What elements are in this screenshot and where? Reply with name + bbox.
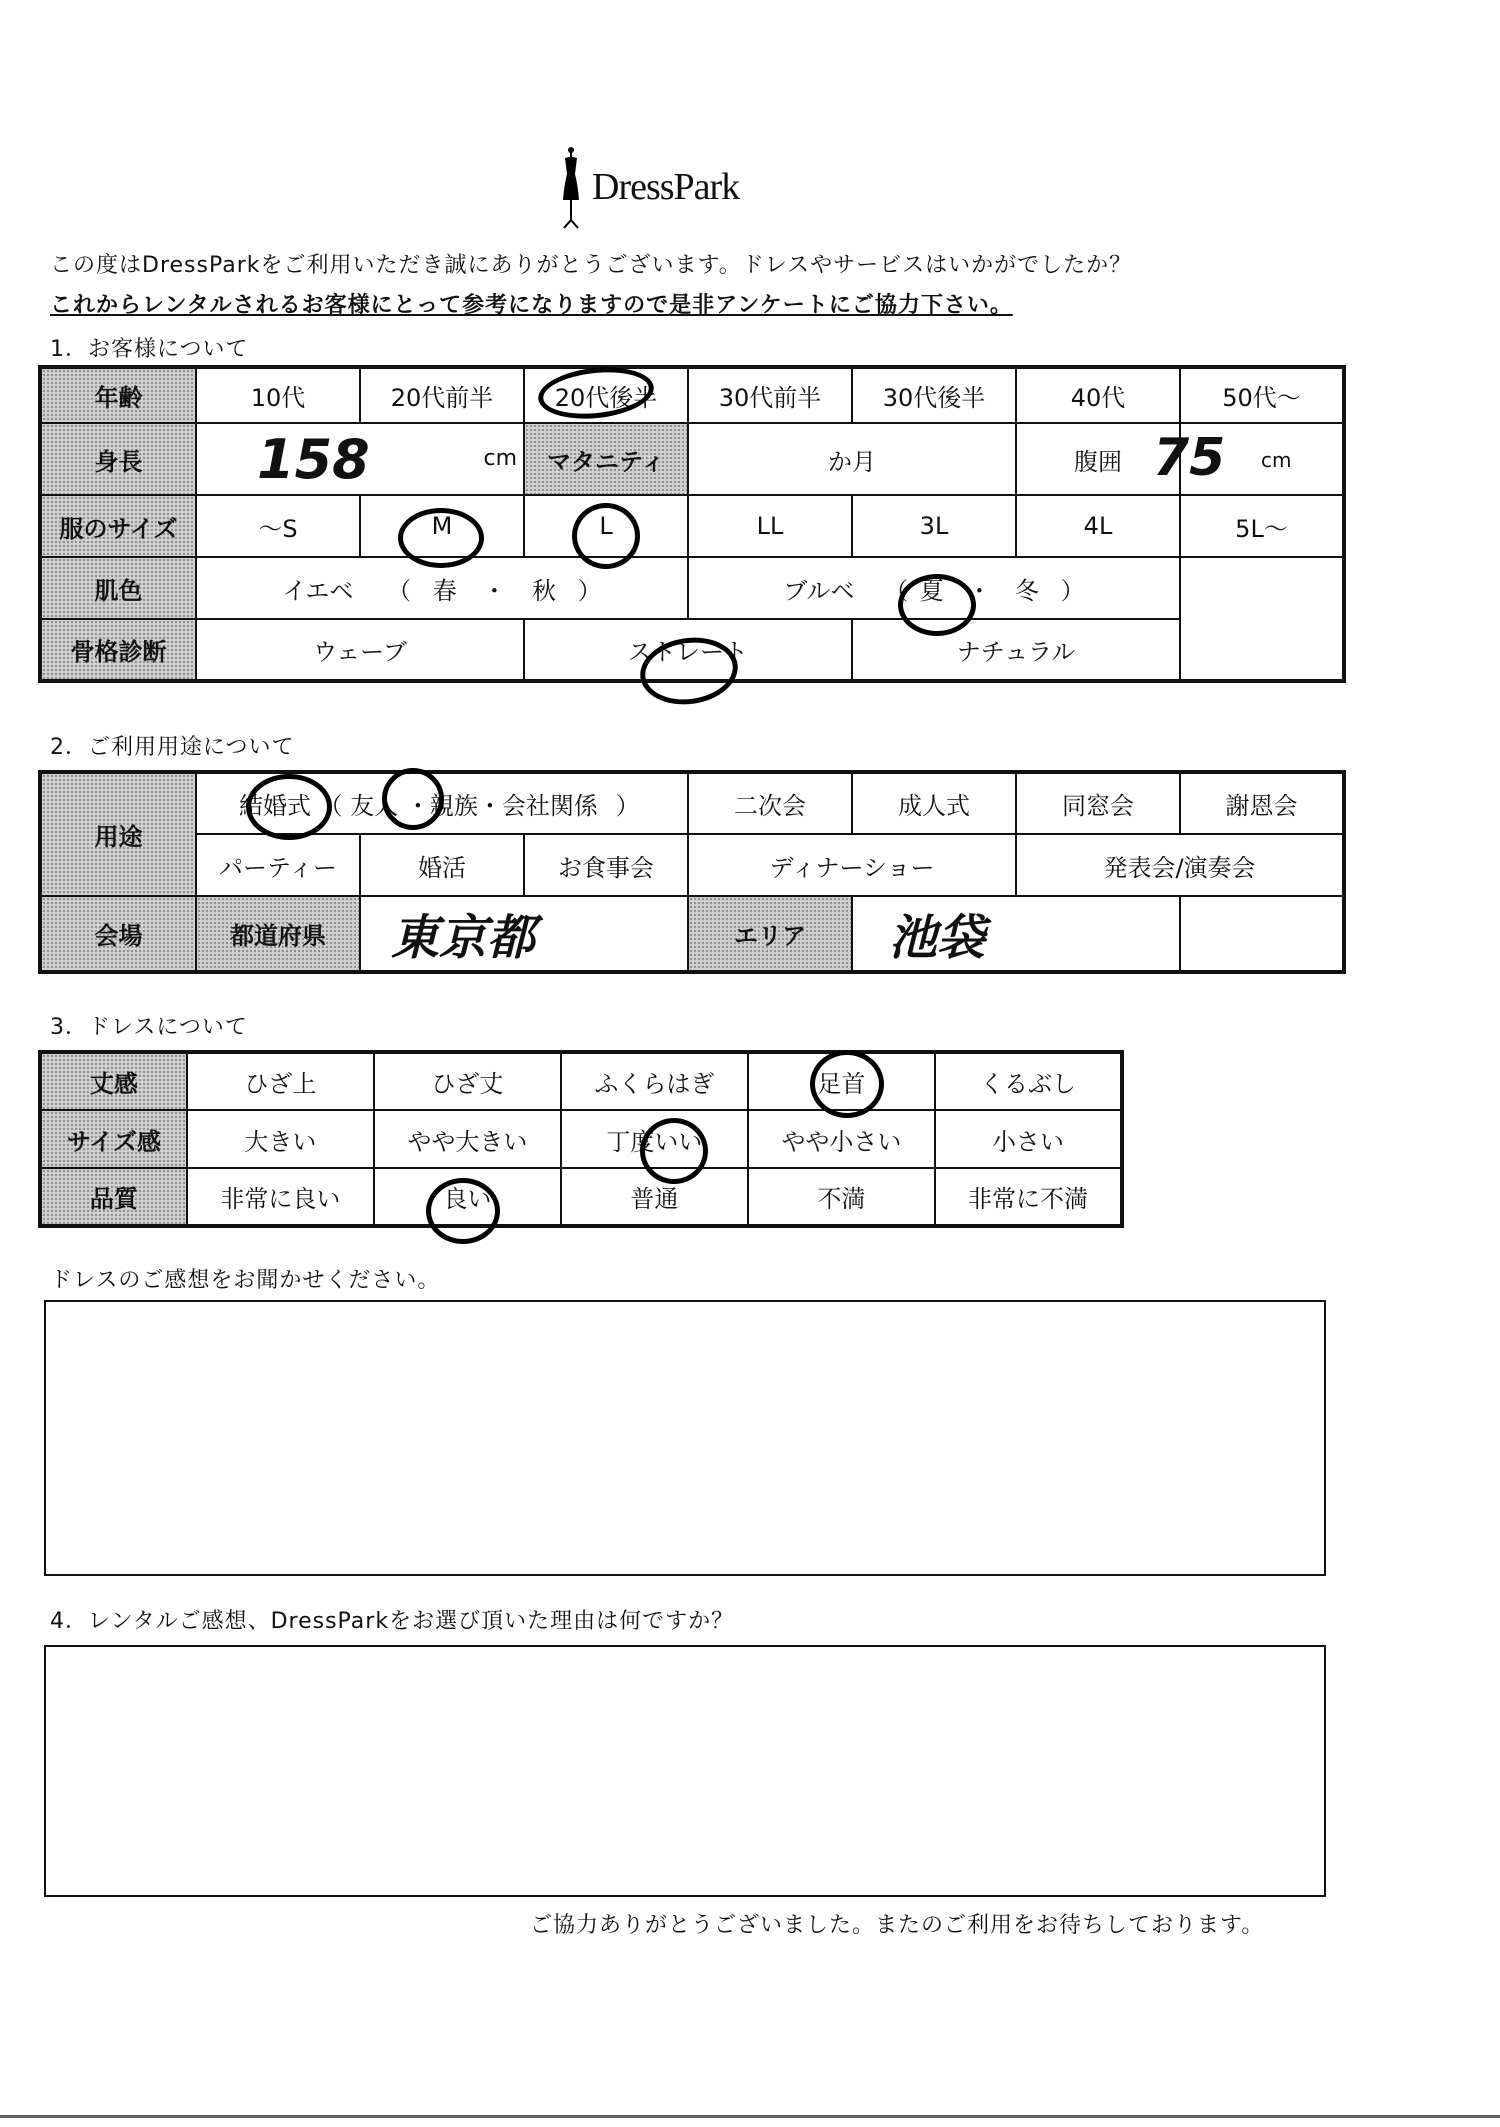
usage-option[interactable]: 二次会 bbox=[688, 772, 852, 834]
paren-open: （ bbox=[318, 792, 343, 820]
section-1-title: 1．お客様について bbox=[50, 337, 249, 362]
wedding-friend-selected[interactable]: 友人 bbox=[350, 792, 399, 820]
thanks-text: ご協力ありがとうございました。またのご利用をお待ちしております。 bbox=[530, 1913, 1265, 1938]
waist-unit: cm bbox=[1261, 448, 1292, 472]
height-field[interactable] bbox=[196, 423, 524, 495]
venue-label: 会場 bbox=[40, 896, 196, 972]
maternity-unit: か月 bbox=[828, 447, 876, 476]
skeleton-option[interactable]: ウェーブ bbox=[196, 619, 524, 681]
area-value: 池袋 bbox=[889, 910, 986, 966]
fit-option[interactable]: 大きい bbox=[187, 1110, 374, 1168]
age-option[interactable]: 30代後半 bbox=[852, 367, 1016, 423]
paren-close: ） bbox=[615, 792, 640, 820]
waist-field[interactable] bbox=[1153, 423, 1344, 495]
fit-option[interactable]: 小さい bbox=[935, 1110, 1122, 1168]
prefecture-value: 東京都 bbox=[391, 910, 536, 966]
intro-request: これからレンタルされるお客様にとって参考になりますので是非アンケートにご協力下さい。 bbox=[50, 293, 1013, 318]
wedding-main-selected[interactable]: 結婚式 bbox=[239, 792, 311, 820]
size-option[interactable]: LL bbox=[688, 495, 852, 557]
height-unit: cm bbox=[483, 446, 517, 471]
size-option[interactable]: 3L bbox=[852, 495, 1016, 557]
paren-open: （ bbox=[387, 576, 412, 605]
wedding-relations[interactable]: ・親族・会社関係 bbox=[405, 792, 598, 820]
section-2-title: 2．ご利用用途について bbox=[50, 735, 295, 760]
age-label: 年齢 bbox=[40, 367, 196, 423]
section-4-title: 4．レンタルご感想、DressParkをお選び頂いた理由は何ですか？ bbox=[50, 1609, 735, 1634]
age-option[interactable]: 40代 bbox=[1016, 367, 1180, 423]
paren-close: ） bbox=[577, 576, 602, 605]
empty-cell bbox=[1180, 619, 1344, 681]
usage-option[interactable]: パーティー bbox=[196, 834, 360, 896]
length-label: 丈感 bbox=[40, 1052, 187, 1110]
fit-option[interactable]: やや小さい bbox=[748, 1110, 935, 1168]
dress-form-icon bbox=[560, 144, 582, 230]
empty-cell bbox=[1180, 557, 1344, 619]
size-option[interactable]: 5L～ bbox=[1180, 495, 1344, 557]
size-option[interactable]: ～S bbox=[196, 495, 360, 557]
usage-option[interactable]: お食事会 bbox=[524, 834, 688, 896]
skin-label: 肌色 bbox=[40, 557, 196, 619]
customer-table bbox=[38, 365, 1346, 683]
skin-blue-option[interactable] bbox=[688, 557, 1180, 619]
skin-blue-name: ブルベ bbox=[783, 576, 855, 605]
length-option[interactable]: ふくらはぎ bbox=[561, 1052, 748, 1110]
prefecture-field[interactable] bbox=[360, 896, 688, 972]
season-summer-selected[interactable]: 夏 bbox=[919, 576, 944, 605]
paren-open: （ bbox=[884, 576, 909, 605]
usage-table bbox=[38, 770, 1346, 974]
age-option-selected[interactable]: 20代後半 bbox=[524, 367, 688, 423]
usage-option[interactable]: ディナーショー bbox=[688, 834, 1016, 896]
quality-option[interactable]: 非常に不満 bbox=[935, 1168, 1122, 1226]
size-label: 服のサイズ bbox=[40, 495, 196, 557]
maternity-field[interactable] bbox=[688, 423, 1016, 495]
size-option-selected[interactable]: M bbox=[360, 495, 524, 557]
fit-option-selected[interactable]: 丁度いい bbox=[561, 1110, 748, 1168]
quality-option[interactable]: 普通 bbox=[561, 1168, 748, 1226]
height-label: 身長 bbox=[40, 423, 196, 495]
usage-label: 用途 bbox=[40, 772, 196, 896]
season-autumn[interactable]: 秋 bbox=[531, 576, 556, 605]
fit-option[interactable]: やや大きい bbox=[374, 1110, 561, 1168]
reason-comment-box[interactable] bbox=[44, 1645, 1326, 1897]
skeleton-option-selected[interactable]: ストレート bbox=[524, 619, 852, 681]
usage-option[interactable]: 成人式 bbox=[852, 772, 1016, 834]
dress-table bbox=[38, 1050, 1124, 1228]
age-option[interactable]: 30代前半 bbox=[688, 367, 852, 423]
area-label: エリア bbox=[688, 896, 852, 972]
quality-option[interactable]: 非常に良い bbox=[187, 1168, 374, 1226]
paren-close: ） bbox=[1060, 576, 1085, 605]
length-option-selected[interactable]: 足首 bbox=[748, 1052, 935, 1110]
section-3-title: 3．ドレスについて bbox=[50, 1015, 248, 1040]
age-option[interactable]: 20代前半 bbox=[360, 367, 524, 423]
separator: ・ bbox=[967, 576, 992, 605]
height-value: 158 bbox=[257, 428, 370, 491]
skin-yellow-name: イエベ bbox=[282, 576, 354, 605]
size-option-selected[interactable]: L bbox=[524, 495, 688, 557]
brand-name: DressPark bbox=[592, 166, 740, 208]
length-option[interactable]: ひざ丈 bbox=[374, 1052, 561, 1110]
age-option[interactable]: 50代～ bbox=[1180, 367, 1344, 423]
intro-text: この度はDressParkをご利用いただき誠にありがとうございます。ドレスやサービスはいかがでしたか？ bbox=[50, 253, 1133, 278]
age-option[interactable]: 10代 bbox=[196, 367, 360, 423]
brand-logo bbox=[560, 142, 739, 232]
skin-yellow-option[interactable] bbox=[196, 557, 688, 619]
empty-cell bbox=[1180, 896, 1344, 972]
quality-label: 品質 bbox=[40, 1168, 187, 1226]
usage-option[interactable]: 発表会/演奏会 bbox=[1016, 834, 1344, 896]
length-option[interactable]: ひざ上 bbox=[187, 1052, 374, 1110]
dress-comment-box[interactable] bbox=[44, 1300, 1326, 1576]
length-option[interactable]: くるぶし bbox=[935, 1052, 1122, 1110]
scan-edge-line bbox=[0, 2115, 1500, 2118]
skeleton-label: 骨格診断 bbox=[40, 619, 196, 681]
usage-option[interactable]: 謝恩会 bbox=[1180, 772, 1344, 834]
quality-option-selected[interactable]: 良い bbox=[374, 1168, 561, 1226]
area-field[interactable] bbox=[852, 896, 1180, 972]
season-winter[interactable]: 冬 bbox=[1014, 576, 1039, 605]
prefecture-label: 都道府県 bbox=[196, 896, 360, 972]
maternity-label: マタニティ bbox=[524, 423, 688, 495]
usage-option[interactable]: 婚活 bbox=[360, 834, 524, 896]
waist-value: 75 bbox=[1153, 428, 1226, 488]
skeleton-option[interactable]: ナチュラル bbox=[852, 619, 1180, 681]
quality-option[interactable]: 不満 bbox=[748, 1168, 935, 1226]
size-option[interactable]: 4L bbox=[1016, 495, 1180, 557]
wedding-option[interactable] bbox=[196, 772, 688, 834]
season-spring[interactable]: 春 bbox=[432, 576, 457, 605]
fit-label: サイズ感 bbox=[40, 1110, 187, 1168]
waist-label: 腹囲 bbox=[1016, 423, 1180, 495]
dress-comment-prompt: ドレスのご感想をお聞かせください。 bbox=[50, 1268, 441, 1293]
usage-option[interactable]: 同窓会 bbox=[1016, 772, 1180, 834]
separator: ・ bbox=[482, 576, 507, 605]
